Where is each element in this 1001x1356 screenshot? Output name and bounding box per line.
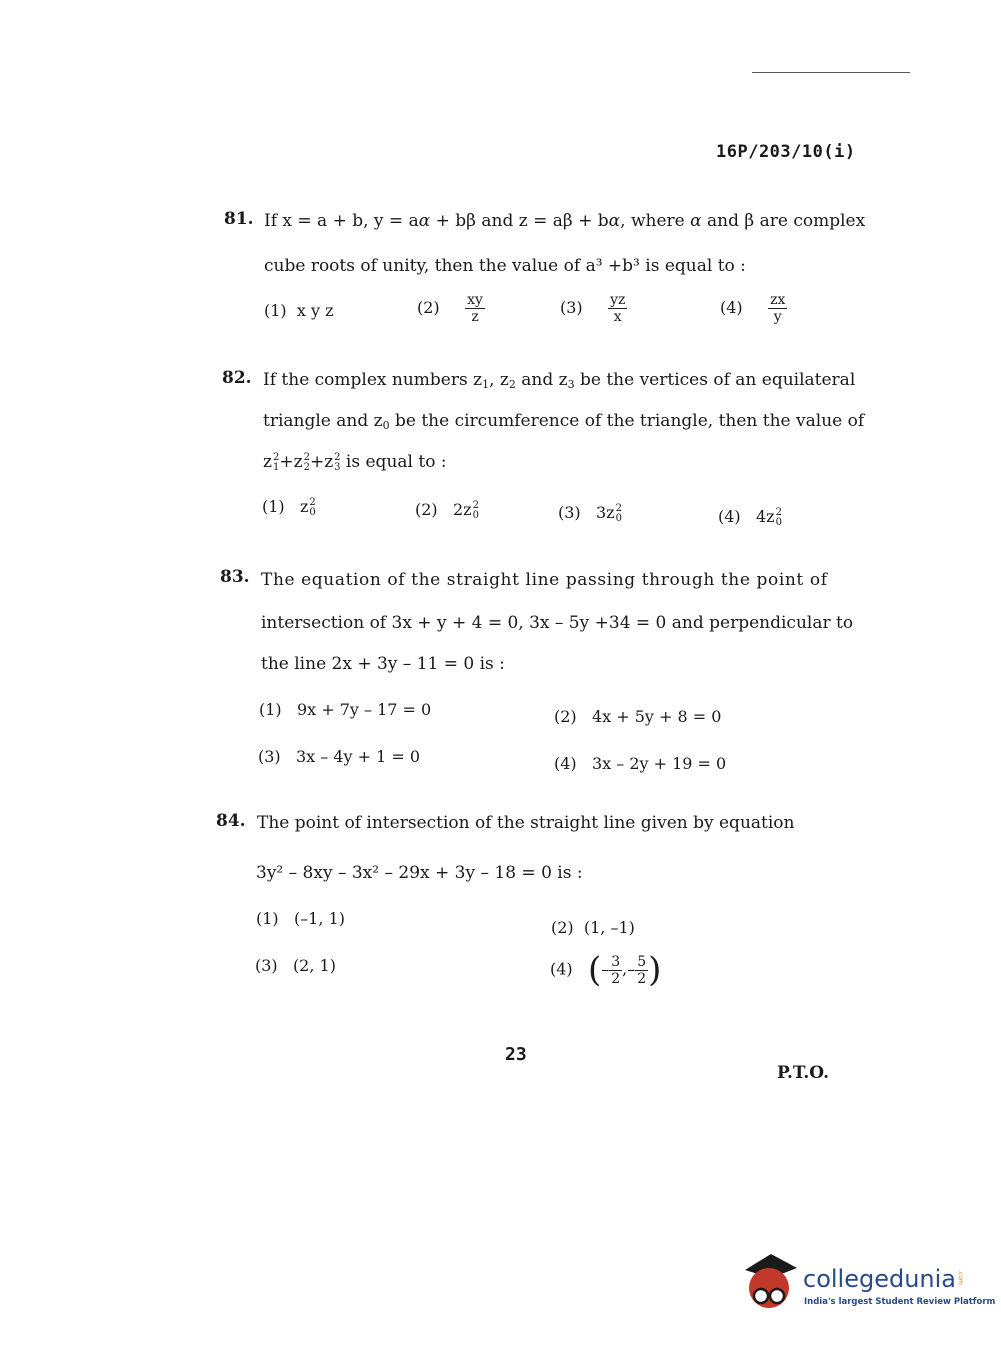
option-2: (2) 4x + 5y + 8 = 0 bbox=[554, 707, 722, 726]
pto-label: P.T.O. bbox=[777, 1063, 829, 1083]
question-text-line-2: triangle and $z_0$ be the circumference of the triangle, then the value of bbox=[263, 411, 865, 432]
option-2: (2) $\frac{xy}{z}$ bbox=[417, 292, 483, 325]
logo-com: .com bbox=[957, 1270, 964, 1285]
option-4: (4) $\frac{zx}{y}$ bbox=[720, 292, 786, 325]
question-number: 84. bbox=[216, 811, 246, 831]
option-4: (4) 4z 2 0 bbox=[718, 506, 782, 528]
face-icon bbox=[749, 1268, 789, 1308]
question-text-line-2: 3y² – 8xy – 3x² – 29x + 3y – 18 = 0 is : bbox=[256, 863, 583, 883]
option-1: (1) x y z bbox=[264, 301, 334, 320]
question-text-line-1: The equation of the straight line passing through the point of bbox=[261, 570, 828, 590]
option-1: (1) 9x + 7y – 17 = 0 bbox=[259, 700, 432, 719]
logo-name: collegedunia bbox=[803, 1265, 957, 1293]
fraction: $\frac{zx}{y}$ bbox=[770, 292, 786, 325]
option-4: (4) 3x – 2y + 19 = 0 bbox=[554, 754, 727, 773]
question-text-line-1: If the complex numbers $z_1$, $z_2$ and $z_3$ be the vertices of an equilateral bbox=[263, 370, 856, 391]
option-3: (3) $\frac{yz}{x}$ bbox=[560, 292, 626, 325]
fraction: $\frac{3}{2}$ bbox=[611, 953, 621, 987]
fraction: $\frac{5}{2}$ bbox=[637, 953, 647, 987]
question-number: 83. bbox=[220, 567, 250, 587]
option-1: (1) z 2 0 bbox=[262, 496, 316, 518]
option-1: (1) (–1, 1) bbox=[256, 909, 345, 928]
page-number: 23 bbox=[505, 1044, 527, 1065]
option-2: (2) (1, –1) bbox=[551, 918, 635, 937]
logo-tagline: India's largest Student Review Platform bbox=[804, 1297, 996, 1307]
fraction: $\frac{yz}{x}$ bbox=[610, 292, 626, 325]
question-text-line-3: the line 2x + 3y – 11 = 0 is : bbox=[261, 654, 505, 674]
question-number: 81. bbox=[224, 209, 254, 229]
option-3: (3) 3x – 4y + 1 = 0 bbox=[258, 747, 421, 766]
option-3: (3) (2, 1) bbox=[255, 956, 336, 975]
option-2: (2) 2z 2 0 bbox=[415, 499, 479, 521]
top-rule bbox=[752, 72, 910, 73]
question-text-line-1: If x = a + b, y = aα + bβ and z = aβ + bα, where α and β are complex bbox=[264, 211, 866, 231]
option-3: (3) 3z 2 0 bbox=[558, 502, 622, 524]
question-number: 82. bbox=[222, 368, 252, 388]
question-text-line-1: The point of intersection of the straight line given by equation bbox=[257, 813, 795, 833]
paper-code: 16P/203/10(i) bbox=[716, 142, 856, 162]
fraction: $\frac{xy}{z}$ bbox=[467, 292, 483, 325]
option-4: (4) (– $\frac{3}{2}$ ,– $\frac{5}{2}$ ) bbox=[550, 950, 662, 990]
question-text-line-2: cube roots of unity, then the value of a³ +b³ is equal to : bbox=[264, 256, 746, 276]
question-text-line-3: z 2 1 +z 2 2 +z 2 3 is equal to : bbox=[263, 451, 447, 473]
question-text-line-2: intersection of 3x + y + 4 = 0, 3x – 5y +34 = 0 and perpendicular to bbox=[261, 613, 854, 633]
